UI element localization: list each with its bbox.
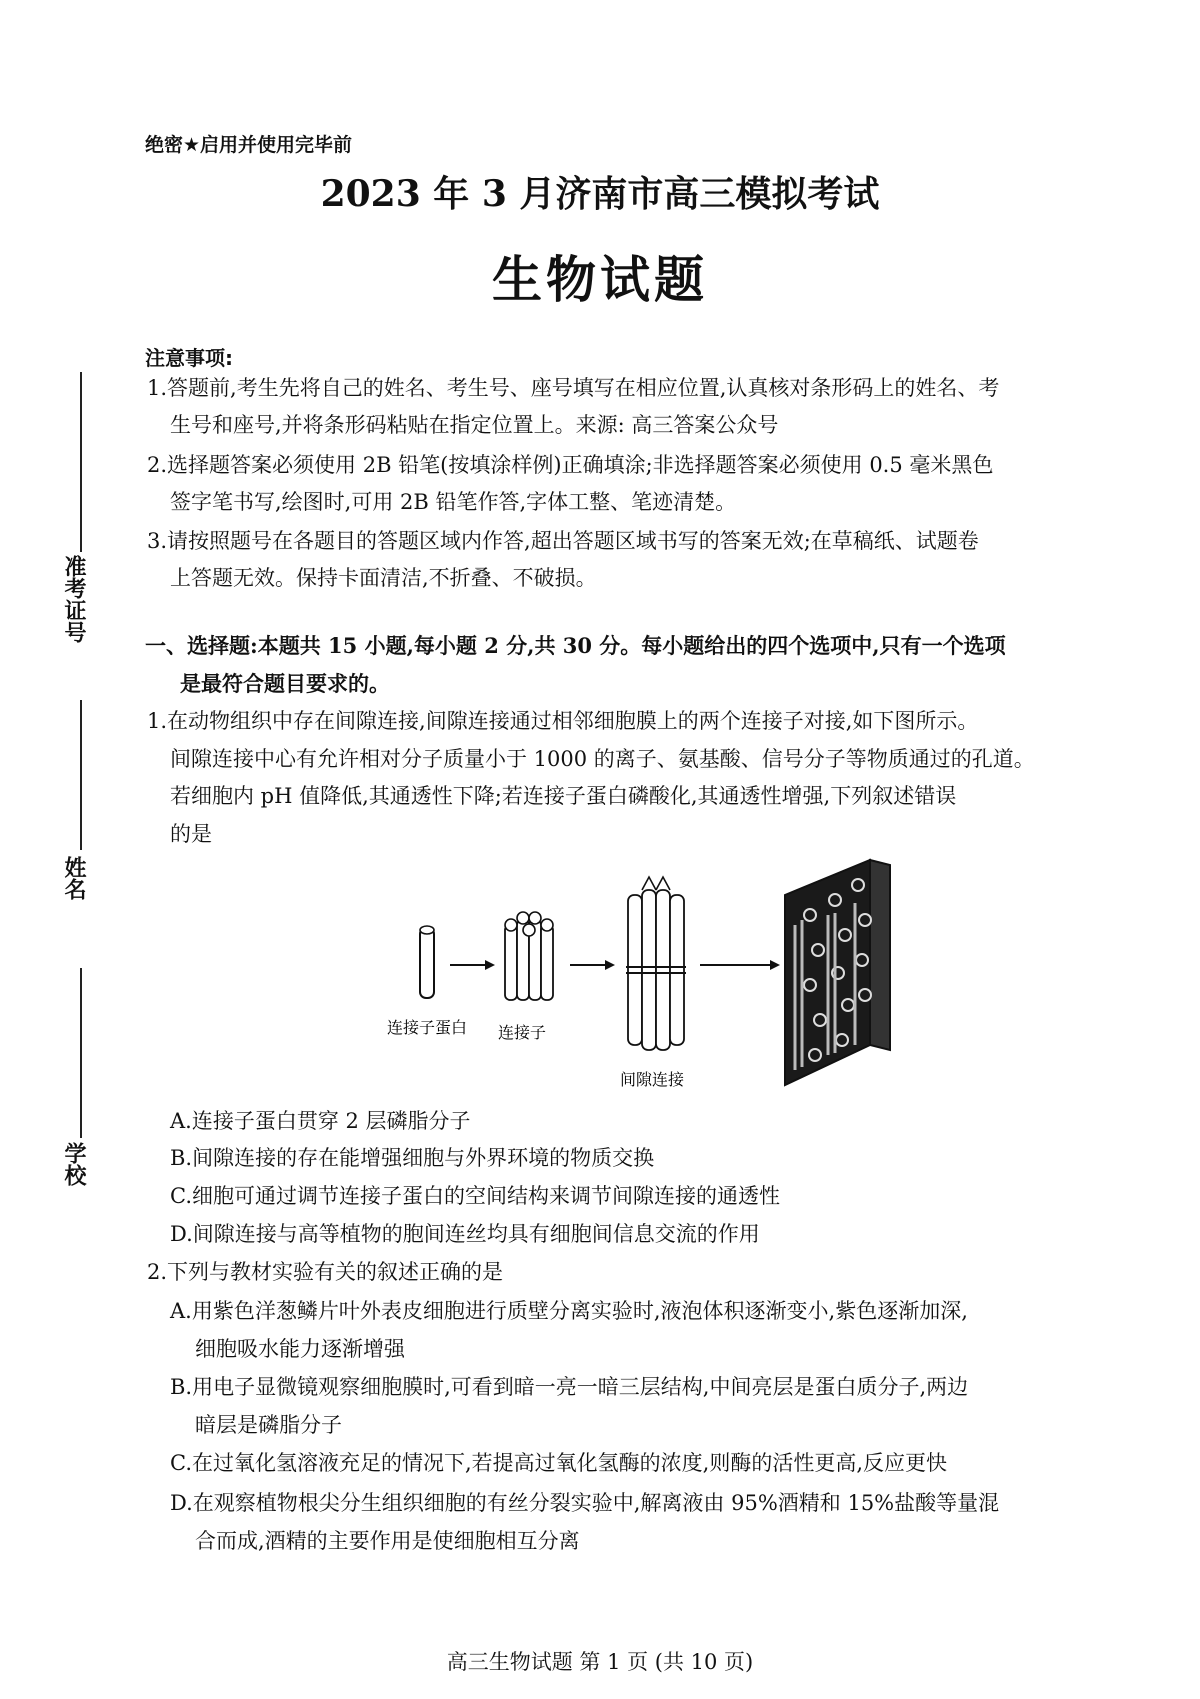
exam-title: 2023 年 3 月济南市高三模拟考试 (320, 173, 880, 215)
name-rule (80, 700, 82, 850)
q2-option-a: A.用紫色洋葱鳞片叶外表皮细胞进行质壁分离实验时,液泡体积逐渐变小,紫色逐渐加深, (170, 1299, 968, 1323)
connexin-protein-drawing (420, 926, 434, 998)
q1-stem: 的是 (170, 822, 212, 846)
q1-stem: 1.在动物组织中存在间隙连接,间隙连接通过相邻细胞膜上的两个连接子对接,如下图所示。 (147, 709, 979, 733)
q1-option-c: C.细胞可通过调节连接子蛋白的空间结构来调节间隙连接的通透性 (170, 1184, 780, 1208)
q1-option-d: D.间隙连接与高等植物的胞间连丝均具有细胞间信息交流的作用 (170, 1222, 760, 1246)
label-connexin-protein: 连接子蛋白 (387, 1018, 468, 1037)
q1-option-b: B.间隙连接的存在能增强细胞与外界环境的物质交换 (170, 1146, 655, 1170)
secret-mark: 绝密★启用并使用完毕前 (145, 134, 353, 156)
notice-line: 生号和座号,并将条形码粘贴在指定位置上。来源: 高三答案公众号 (170, 413, 779, 437)
exam-id-rule (80, 372, 82, 552)
notice-heading: 注意事项: (145, 346, 233, 370)
section-heading-cont: 是最符合题目要求的。 (180, 671, 390, 696)
q1-option-a: A.连接子蛋白贯穿 2 层磷脂分子 (170, 1109, 471, 1133)
connexon-drawing (505, 912, 553, 1000)
notice-line: 上答题无效。保持卡面清洁,不折叠、不破损。 (170, 566, 597, 590)
notice-line: 2.选择题答案必须使用 2B 铅笔(按填涂样例)正确填涂;非选择题答案必须使用 0.5 毫米黑色 (147, 453, 994, 477)
school-label: 学校 (61, 1142, 86, 1186)
q2-option-b: B.用电子显微镜观察细胞膜时,可看到暗一亮一暗三层结构,中间亮层是蛋白质分子,两边 (170, 1375, 969, 1399)
notice-line: 3.请按照题号在各题目的答题区域内作答,超出答题区域书写的答案无效;在草稿纸、试题卷 (147, 529, 979, 553)
notice-line: 1.答题前,考生先将自己的姓名、考生号、座号填写在相应位置,认真核对条形码上的姓名、考 (147, 376, 1000, 400)
q2-option-c: C.在过氧化氢溶液充足的情况下,若提高过氧化氢酶的浓度,则酶的活性更高,反应更快 (170, 1451, 948, 1475)
q2-option-a-cont: 细胞吸水能力逐渐增强 (195, 1337, 405, 1361)
label-gap-junction: 间隙连接 (620, 1070, 685, 1089)
exam-id-label: 准考证号 (61, 555, 86, 643)
q2-stem: 2.下列与教材实验有关的叙述正确的是 (147, 1260, 504, 1284)
school-rule (80, 968, 82, 1138)
page-footer: 高三生物试题 第 1 页 (共 10 页) (446, 1650, 754, 1674)
membrane-junction-drawing (785, 860, 890, 1085)
q1-stem: 若细胞内 pH 值降低,其通透性下降;若连接子蛋白磷酸化,其通透性增强,下列叙述错误 (170, 784, 957, 808)
gap-junction-figure (370, 855, 970, 1100)
section-heading: 一、选择题:本题共 15 小题,每小题 2 分,共 30 分。每小题给出的四个选项中,只有一个选项 (145, 633, 1006, 658)
q1-stem: 间隙连接中心有允许相对分子质量小于 1000 的离子、氨基酸、信号分子等物质通过的孔道。 (170, 747, 1035, 771)
label-connexon: 连接子 (498, 1023, 547, 1042)
notice-line: 签字笔书写,绘图时,可用 2B 铅笔作答,字体工整、笔迹清楚。 (170, 490, 737, 514)
q2-option-d-cont: 合而成,酒精的主要作用是使细胞相互分离 (195, 1529, 580, 1553)
q2-option-d: D.在观察植物根尖分生组织细胞的有丝分裂实验中,解离液由 95%酒精和 15%盐酸等量混 (170, 1491, 1000, 1515)
name-label: 姓名 (61, 856, 86, 900)
q2-option-b-cont: 暗层是磷脂分子 (195, 1413, 342, 1437)
gap-junction-drawing (626, 877, 686, 1050)
exam-subtitle: 生物试题 (492, 250, 708, 309)
